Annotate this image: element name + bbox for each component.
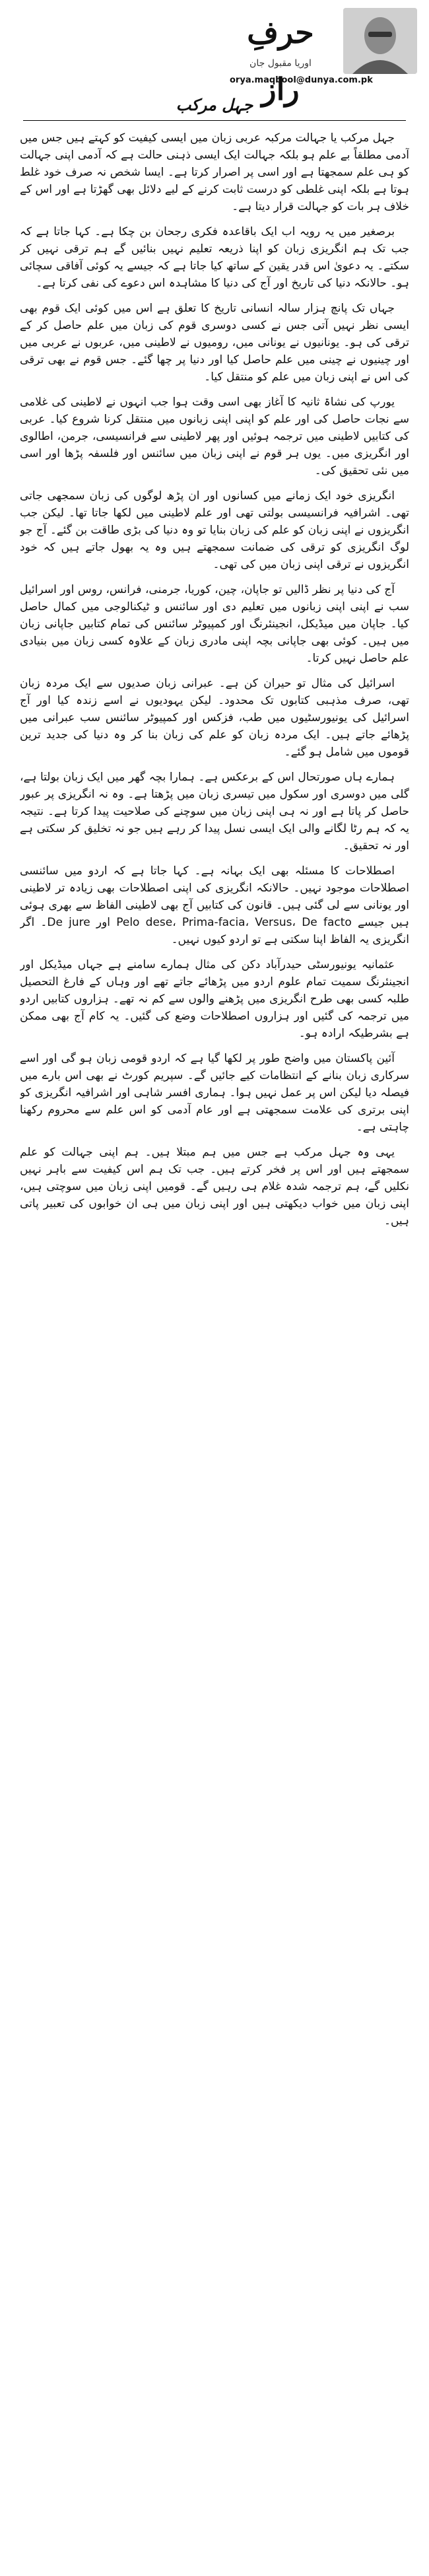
title-divider: [23, 120, 406, 121]
column-title: جہل مرکب: [176, 95, 253, 114]
author-portrait-icon: [343, 8, 417, 74]
paragraph: اسرائیل کی مثال تو حیران کن ہے۔ عبرانی زبان صدیوں سے ایک مردہ زبان تھی، صرف مذہبی کتابوں تک محدود۔ لیکن یہودیوں نے اسے زندہ کیا اور آج اسرائیل کی یونیورسٹیوں میں طب، فزکس اور کمپیوٹر سائنس سب عبرانی میں پڑھائے جاتے ہیں۔ ایک مردہ زبان کو علم کی زبان بنا کر وہ دنیا کی جدید ترین قوموں میں شامل ہو گئے۔: [20, 677, 409, 759]
column-logo: حرفِ راز: [247, 15, 314, 107]
article-body: [20, 129, 409, 2566]
paragraph: انگریزی خود ایک زمانے میں کسانوں اور ان پڑھ لوگوں کی زبان سمجھی جاتی تھی۔ اشرافیہ فرانسیسی بولتی تھی اور علم لاطینی میں لکھا جاتا تھا۔ لیکن جب انگریزوں نے اپنی زبان کو علم کی زبان بنایا تو وہ دنیا کی بڑی طاقت بن گئے۔ آج جو لوگ انگریزی کو ترقی کی ضمانت سمجھتے ہیں وہ یہ بھول جاتے ہیں کہ خود انگریزوں نے ترقی اپنی زبان میں کی تھی۔: [20, 489, 409, 571]
paragraph: عثمانیہ یونیورسٹی حیدرآباد دکن کی مثال ہمارے سامنے ہے جہاں میڈیکل اور انجینئرنگ سمیت تمام علوم اردو میں پڑھائے جاتے تھے اور وہاں کے فارغ التحصیل طلبہ کسی بھی طرح انگریزی میں پڑھنے والوں سے کم نہ تھے۔ ہزاروں کتابیں اردو میں ترجمہ کی گئیں اور ہزاروں اصطلاحات وضع کی گئیں۔ یہ کام آج بھی ممکن ہے بشرطیکہ ارادہ ہو۔: [20, 958, 409, 1040]
paragraph: ہمارے ہاں صورتحال اس کے برعکس ہے۔ ہمارا بچہ گھر میں ایک زبان بولتا ہے، گلی میں دوسری اور سکول میں تیسری زبان میں پڑھتا ہے۔ وہ نہ انگریزی پر عبور حاصل کر پاتا ہے اور نہ ہی اپنی زبان میں سوچنے کی صلاحیت پیدا کرتا ہے۔ نتیجہ یہ کہ ہم رٹا لگانے والی ایک ایسی نسل پیدا کر رہے ہیں جو نہ تخلیق کر سکتی ہے اور نہ تحقیق۔: [20, 771, 409, 853]
author-name: اوریا مقبول جان: [249, 58, 312, 69]
masthead: [224, 4, 422, 107]
paragraph: یورپ کی نشاۃ ثانیہ کا آغاز بھی اسی وقت ہوا جب انہوں نے لاطینی کی غلامی سے نجات حاصل کی اور علم کو اپنی اپنی زبانوں میں منتقل کرنا شروع کیا۔ عربی کی کتابیں لاطینی میں ترجمہ ہوئیں اور پھر لاطینی سے فرانسیسی، جرمن، اطالوی اور انگریزی میں۔ یوں ہر قوم نے اپنی زبان میں سائنس اور فلسفہ پڑھا اور اسی میں نئی تحقیق کی۔: [20, 396, 409, 477]
paragraph: یہی وہ جہل مرکب ہے جس میں ہم مبتلا ہیں۔ ہم اپنی جہالت کو علم سمجھتے ہیں اور اس پر فخر کرتے ہیں۔ جب تک ہم اس کیفیت سے باہر نہیں نکلیں گے، ہم ترجمہ شدہ غلام ہی رہیں گے۔ قومیں اپنی زبان میں سوچتی ہیں، اپنی زبان میں خواب دیکھتی ہیں اور اپنی زبان میں ہی ان خوابوں کی تعبیر پاتی ہیں۔: [20, 1146, 409, 1228]
paragraph: اصطلاحات کا مسئلہ بھی ایک بہانہ ہے۔ کہا جاتا ہے کہ اردو میں سائنسی اصطلاحات موجود نہیں۔ حالانکہ انگریزی کی اپنی اصطلاحات بھی زیادہ تر لاطینی اور یونانی سے لی گئی ہیں۔ قانون کی کتابیں آج بھی لاطینی الفاظ سے بھری ہوئی ہیں جیسے Pelo dese، Prima-facia، Versus، De facto اور De jure۔ اگر انگریزی یہ الفاظ اپنا سکتی ہے تو اردو کیوں نہیں۔: [20, 864, 409, 946]
paragraph: برصغیر میں یہ رویہ اب ایک باقاعدہ فکری رجحان بن چکا ہے۔ کہا جاتا ہے کہ جب تک ہم انگریزی زبان کو اپنا ذریعہ تعلیم نہیں بنائیں گے ہم ترقی نہیں کر سکتے۔ یہ دعویٰ اس قدر یقین کے ساتھ کیا جاتا ہے کہ جیسے یہ کوئی آفاقی سچائی ہو۔ حالانکہ دنیا کی تاریخ اور آج کی دنیا کا مشاہدہ اس دعوے کی نفی کرتا ہے۔: [20, 225, 409, 290]
paragraph: آج کی دنیا پر نظر ڈالیں تو جاپان، چین، کوریا، جرمنی، فرانس، روس اور اسرائیل سب نے اپنی اپنی زبانوں میں تعلیم دی اور سائنس و ٹیکنالوجی میں کمال حاصل کیا۔ جاپان میں میڈیکل، انجینئرنگ اور کمپیوٹر سائنس کی تمام کتابیں جاپانی زبان میں ہیں۔ کوئی بھی جاپانی بچہ اپنی مادری زبان کے علاوہ کسی زبان میں بنیادی علم حاصل نہیں کرتا۔: [20, 583, 409, 665]
paragraph: جہاں تک پانچ ہزار سالہ انسانی تاریخ کا تعلق ہے اس میں کوئی ایک قوم بھی ایسی نظر نہیں آتی جس نے کسی دوسری قوم کی زبان میں علم حاصل کر کے ترقی کی ہو۔ یونانیوں نے یونانی میں، رومیوں نے لاطینی میں، عربوں نے عربی میں اور چینیوں نے چینی میں علم حاصل کیا اور دنیا پر چھا گئے۔ جس قوم نے بھی ترقی کی اس نے اپنی زبان میں علم کو منتقل کیا۔: [20, 302, 409, 384]
author-email: orya.maqbool@dunya.com.pk: [230, 75, 373, 85]
paragraph: جہل مرکب یا جہالت مرکبہ عربی زبان میں ایسی کیفیت کو کہتے ہیں جس میں آدمی مطلقاً بے علم ہو بلکہ جہالت ایک ایسی ذہنی حالت ہے کہ آدمی اپنی جہالت کو ہی علم سمجھتا ہے اور اسی پر اصرار کرتا ہے۔ ایسا شخص نہ صرف خود غلط ہوتا ہے بلکہ اپنی غلطی کو درست ثابت کرنے کے لیے دلائل بھی گھڑتا ہے اور اس کے خلاف ہر بات کو جہالت قرار دیتا ہے۔: [20, 131, 409, 213]
paragraph: آئین پاکستان میں واضح طور پر لکھا گیا ہے کہ اردو قومی زبان ہو گی اور اسے سرکاری زبان بنانے کے انتظامات کیے جائیں گے۔ سپریم کورٹ نے بھی اس بارے میں فیصلہ دیا لیکن اس پر عمل نہیں ہوا۔ ہماری افسر شاہی اور اشرافیہ انگریزی کو اپنی برتری کی علامت سمجھتی ہے اور عام آدمی کو اس علم سے محروم رکھنا چاہتی ہے۔: [20, 1052, 409, 1134]
